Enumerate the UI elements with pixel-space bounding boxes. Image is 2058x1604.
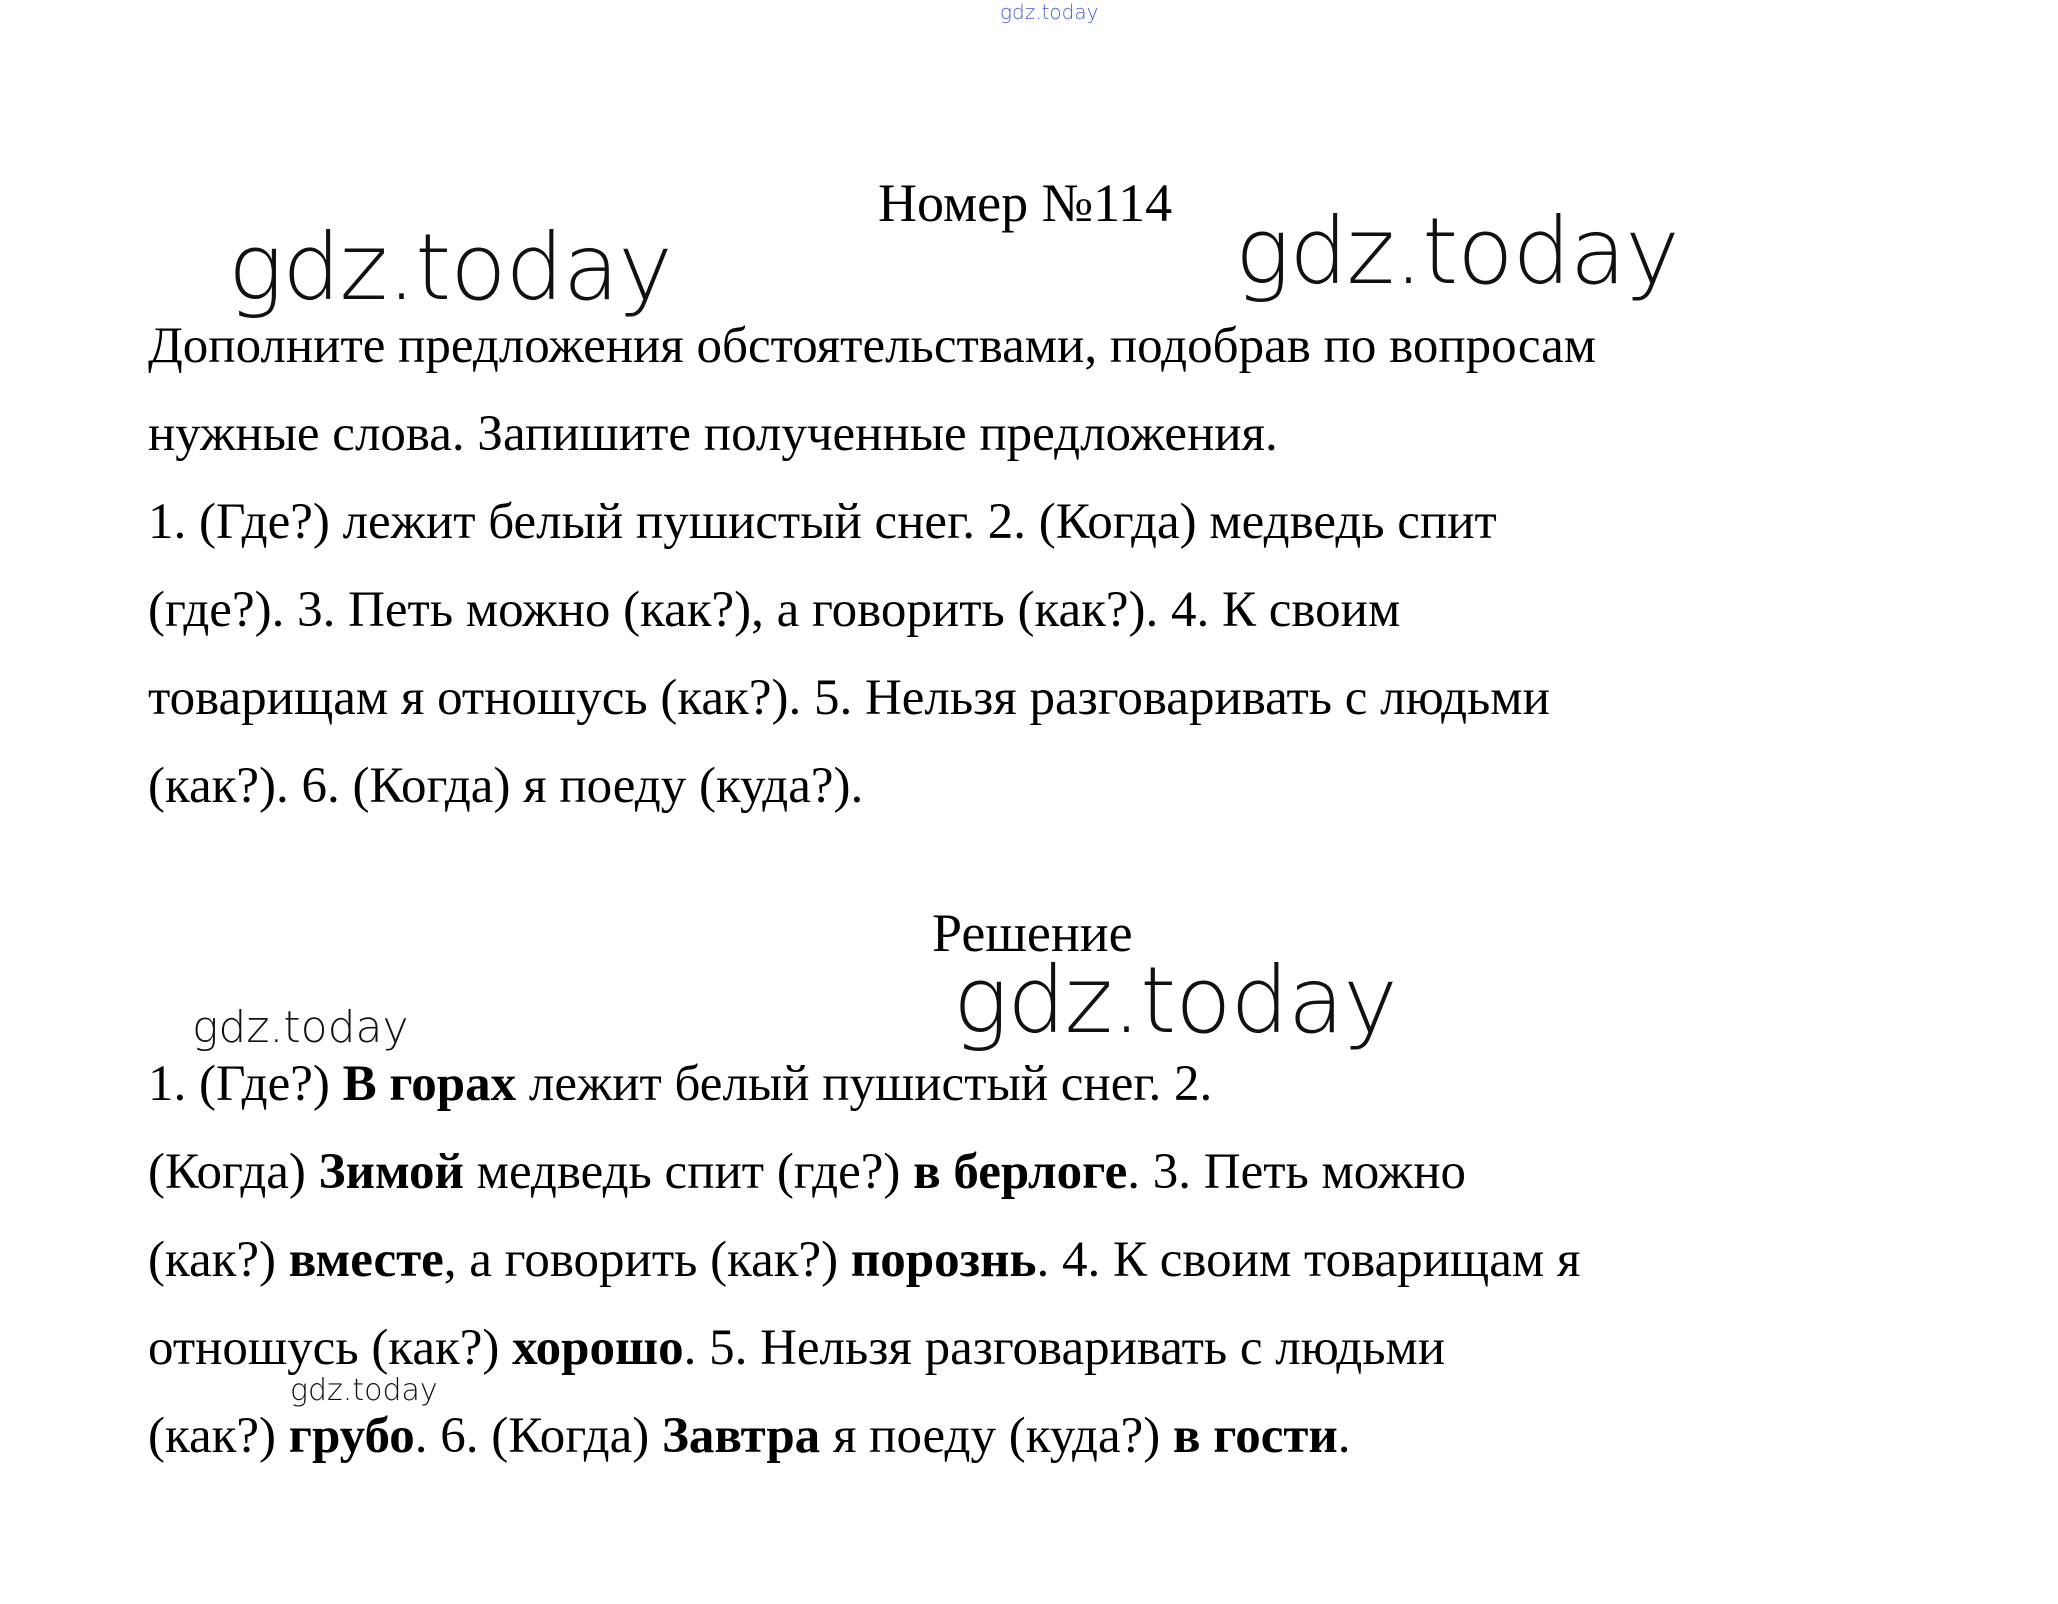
answer-adverbial: Завтра (661, 1408, 821, 1464)
answer-line (148, 1040, 1908, 1128)
answer-line (148, 1216, 1908, 1304)
answer-text-segment: 1. (Где?) (148, 1056, 343, 1112)
task-text (148, 302, 1908, 830)
watermark-small-bottom: gdz.today (290, 1373, 438, 1408)
watermark-large-center: gdz.today (953, 947, 1397, 1054)
task-line: 1. (Где?) лежит белый пушистый снег. 2. (Когда) медведь спит (148, 494, 1497, 550)
answer-adverbial: хорошо (512, 1320, 684, 1376)
answer-text-segment: . 6. (Когда) (414, 1408, 662, 1464)
task-line: Дополните предложения обстоятельствами, подобрав по вопросам (148, 318, 1597, 374)
answer-adverbial: вместе (288, 1232, 444, 1288)
answer-text-segment: . 5. Нельзя разговаривать с людьми (683, 1320, 1446, 1376)
answer-line (148, 1128, 1908, 1216)
answer-adverbial: в берлоге (913, 1144, 1128, 1200)
answer-adverbial: Зимой (318, 1144, 464, 1200)
watermark-large-right: gdz.today (1235, 198, 1679, 305)
answer-text-segment: , а говорить (как?) (443, 1232, 851, 1288)
answer-text-segment: . 4. К своим товарищам я (1036, 1232, 1581, 1288)
watermark-small-left: gdz.today (192, 1002, 409, 1053)
answer-text-segment: (как?) (148, 1408, 289, 1464)
answer-text-segment: (Когда) (148, 1144, 319, 1200)
answer-adverbial: в гости (1173, 1408, 1338, 1464)
answer-text-segment: . (1337, 1408, 1351, 1464)
watermark-top: gdz.today (1000, 0, 1099, 24)
answer-text-segment: я поеду (куда?) (820, 1408, 1174, 1464)
answer-text-segment: лежит белый пушистый снег. 2. (516, 1056, 1213, 1112)
answer-adverbial: В горах (342, 1056, 517, 1112)
solution-heading: Решение (932, 903, 1133, 963)
task-line: (где?). 3. Петь можно (как?), а говорить (как?). 4. К своим (148, 582, 1401, 638)
task-line: товарищам я отношусь (как?). 5. Нельзя разговаривать с людьми (148, 670, 1550, 726)
answer-text (148, 1040, 1908, 1480)
answer-adverbial: грубо (288, 1408, 415, 1464)
answer-text-segment: медведь спит (где?) (463, 1144, 914, 1200)
answer-text-segment: (как?) (148, 1232, 289, 1288)
page-title: Номер №114 (878, 173, 1173, 233)
watermark-large-left: gdz.today (228, 214, 672, 321)
task-line: нужные слова. Запишите полученные предложения. (148, 406, 1278, 462)
task-line: (как?). 6. (Когда) я поеду (куда?). (148, 758, 864, 814)
answer-text-segment: отношусь (как?) (148, 1320, 513, 1376)
answer-adverbial: порознь (850, 1232, 1037, 1288)
answer-text-segment: . 3. Петь можно (1127, 1144, 1467, 1200)
